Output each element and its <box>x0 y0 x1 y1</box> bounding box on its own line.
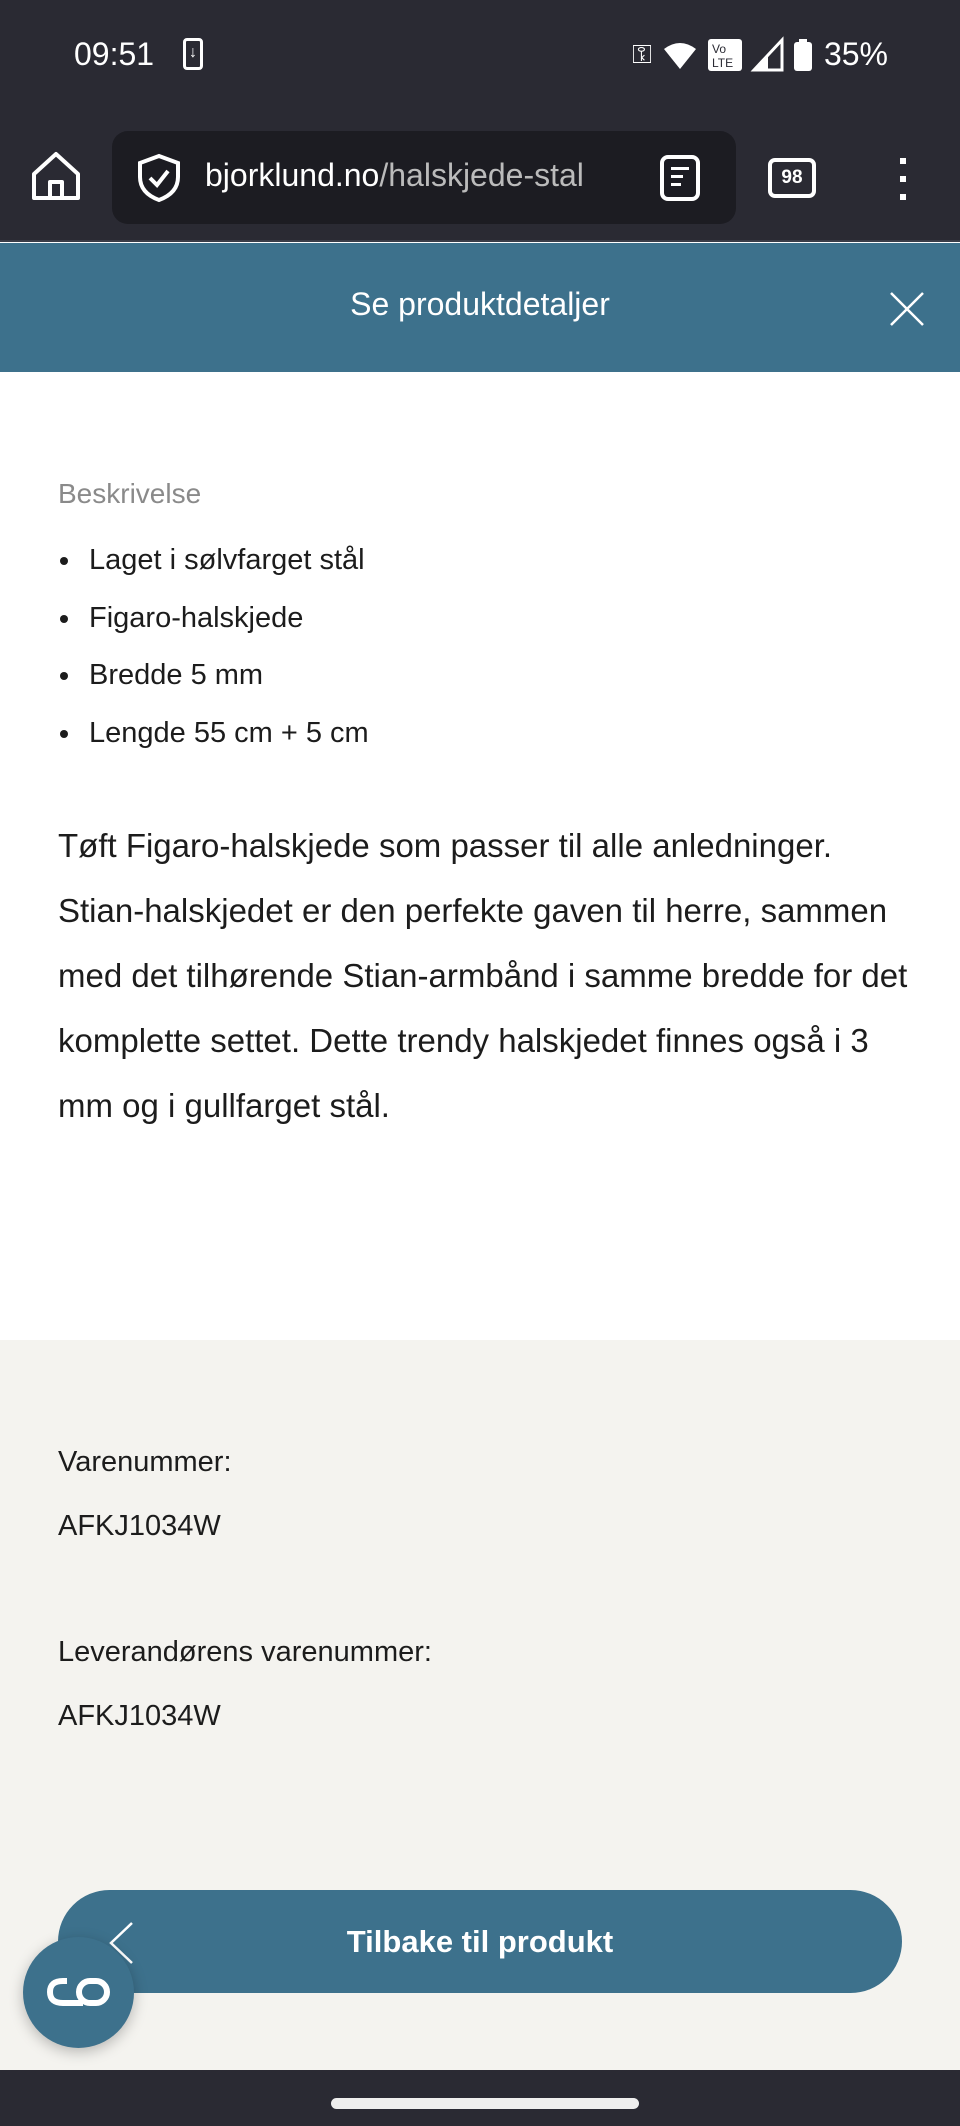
chat-widget-button[interactable] <box>23 1937 134 2048</box>
list-item: Figaro-halskjede <box>58 596 369 654</box>
home-icon[interactable] <box>30 150 82 202</box>
home-gesture-handle[interactable] <box>331 2098 639 2109</box>
reader-mode-icon[interactable] <box>660 155 700 201</box>
tab-count-button[interactable]: 98 <box>768 158 816 198</box>
signal-icon <box>754 40 782 70</box>
description-text: Tøft Figaro-halskjede som passer til alle anledninger. Stian-halskjedet er den perfekte gaven til herre, sammen med det tilhørende Stian-armbånd i samme bredde for det komplette settet. Dette trendy halskjedet finnes også i 3 mm og i gullfarget stål. <box>58 827 908 1124</box>
close-icon[interactable] <box>889 291 925 327</box>
feature-list <box>58 538 369 768</box>
system-nav-bar <box>0 2070 960 2126</box>
url-text[interactable] <box>205 157 584 194</box>
supplier-number-value: AFKJ1034W <box>58 1700 221 1732</box>
url-path: /halskjede-stal <box>379 157 584 193</box>
status-bar <box>0 0 960 120</box>
url-domain: bjorklund.no <box>205 157 380 193</box>
key-icon: ⚿ <box>632 38 652 69</box>
svg-text:Vo: Vo <box>711 41 726 56</box>
link-icon <box>23 1937 134 2048</box>
browser-toolbar <box>0 120 960 242</box>
wifi-icon <box>664 41 696 69</box>
download-icon: ↓ <box>183 38 203 70</box>
list-item: Laget i sølvfarget stål <box>58 538 369 596</box>
battery-level: 35% <box>823 36 888 72</box>
item-number-value: AFKJ1034W <box>58 1510 221 1542</box>
description-label: Beskrivelse <box>58 478 202 509</box>
volte-icon <box>708 39 742 71</box>
list-item: Lengde 55 cm + 5 cm <box>58 711 369 769</box>
back-to-product-button[interactable]: Tilbake til produkt <box>58 1890 902 1993</box>
address-bar[interactable] <box>112 131 736 224</box>
page-title: Se produktdetaljer <box>350 286 610 322</box>
svg-text:LTE: LTE <box>711 55 734 70</box>
supplier-number-label: Leverandørens varenummer: <box>58 1636 432 1668</box>
modal-header <box>0 243 960 372</box>
battery-icon <box>794 39 812 71</box>
more-menu-icon[interactable] <box>893 158 913 204</box>
item-number-label: Varenummer: <box>58 1446 232 1478</box>
clock: 09:51 <box>74 36 155 72</box>
list-item: Bredde 5 mm <box>58 653 369 711</box>
shield-check-icon[interactable] <box>136 153 182 203</box>
